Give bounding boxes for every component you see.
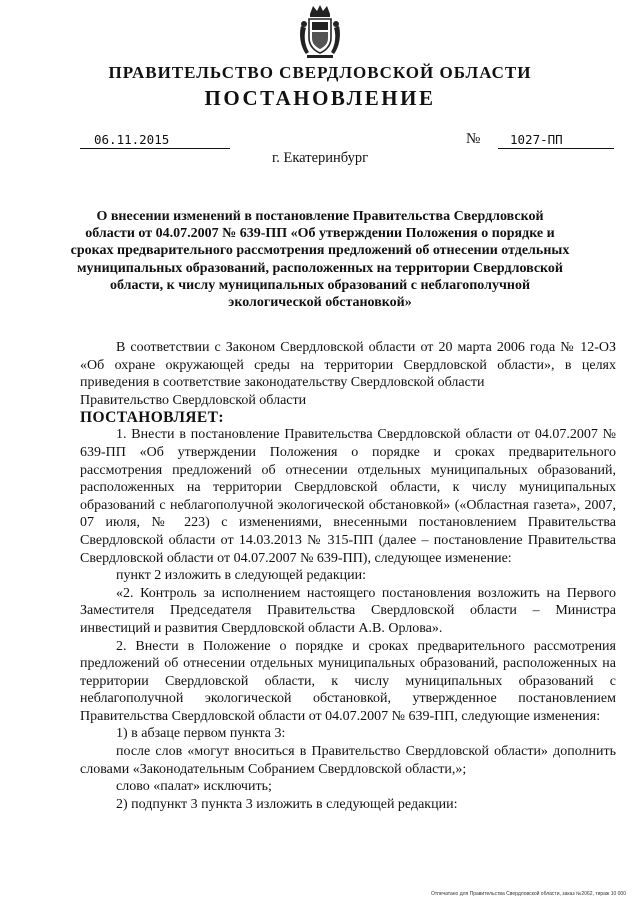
- preamble-paragraph: В соответствии с Законом Свердловской области от 20 марта 2006 года № 12-ОЗ «Об охране окружающей среды на территории Свердловской области», в целях приведения в соответствие законодательству Свердловской области: [80, 340, 616, 391]
- document-type-title: ПОСТАНОВЛЕНИЕ: [204, 86, 436, 110]
- preamble-tail: Правительство Свердловской области: [80, 392, 307, 408]
- document-heading: О внесении изменений в постановление Правительства Свердловской области от 04.07.2007 № 639-ПП «Об утверждении Положения о порядке и сроках предварительного рассмотрения предложений об отнесении отдельных муниципальных образований, расположенных на территории Свердловской области, к числу муниципальных образований с неблагополучной экологической обстановкой»: [70, 209, 570, 311]
- paragraph-4: 2. Внести в Положение о порядке и сроках предварительного рассмотрения предложений об отнесении отдельных муниципальных образований, расположенных на территории Свердловской области, к числу муниципальных образований с неблагополучной экологической обстановкой, утвержденное постановлением Правительства Свердловской области от 04.07.2007 № 639-ПП, следующие изменения:: [80, 638, 616, 724]
- document-number-field: [466, 131, 614, 148]
- paragraph-6: после слов «могут вноситься в Правительство Свердловской области» дополнить словами «Законодательным Собранием Свердловской области,»;: [80, 744, 616, 777]
- city-line: г. Екатеринбург: [271, 150, 369, 166]
- print-footer-note: Отпечатано для Правительства Свердловской области, заказ №2062, тираж 10 000: [430, 891, 626, 897]
- document-number: 1027-ПП: [498, 131, 614, 149]
- document-date-field: [80, 131, 230, 149]
- paragraph-1: 1. Внести в постановление Правительства Свердловской области от 04.07.2007 № 639-ПП «Об утверждении Положения о порядке и сроках предварительного рассмотрения предложений об отнесении отдельных муниципальных образований, расположенных на территории Свердловской области, к числу муниципальных образований с неблагополучной экологической обстановкой» («Областная газета», 2007, 07 июля, № 223) с изменениями, внесенными постановлением Правительства Свердловской области от 14.03.2013 № 315-ПП (далее – постановление Правительства Свердловской области от 04.07.2007 № 639-ПП), следующее изменение:: [80, 427, 616, 566]
- paragraph-2: пункт 2 изложить в следующей редакции:: [116, 568, 366, 584]
- decree-word: ПОСТАНОВЛЯЕТ:: [80, 409, 224, 427]
- paragraph-3: «2. Контроль за исполнением настоящего постановления возложить на Первого Заместителя Председателя Правительства Свердловской области – Министра инвестиций и развития Свердловской области А.В. Орлова».: [80, 585, 616, 636]
- paragraph-7: слово «палат» исключить;: [116, 779, 272, 795]
- organization-title: ПРАВИТЕЛЬСТВО СВЕРДЛОВСКОЙ ОБЛАСТИ: [108, 63, 532, 82]
- document-date: 06.11.2015: [94, 132, 170, 147]
- document-body: [80, 339, 616, 813]
- number-sign: №: [466, 131, 481, 147]
- coat-of-arms-icon: [298, 4, 342, 60]
- paragraph-8: 2) подпункт 3 пункта 3 изложить в следующей редакции:: [116, 796, 458, 812]
- paragraph-5: 1) в абзаце первом пункта 3:: [116, 726, 286, 742]
